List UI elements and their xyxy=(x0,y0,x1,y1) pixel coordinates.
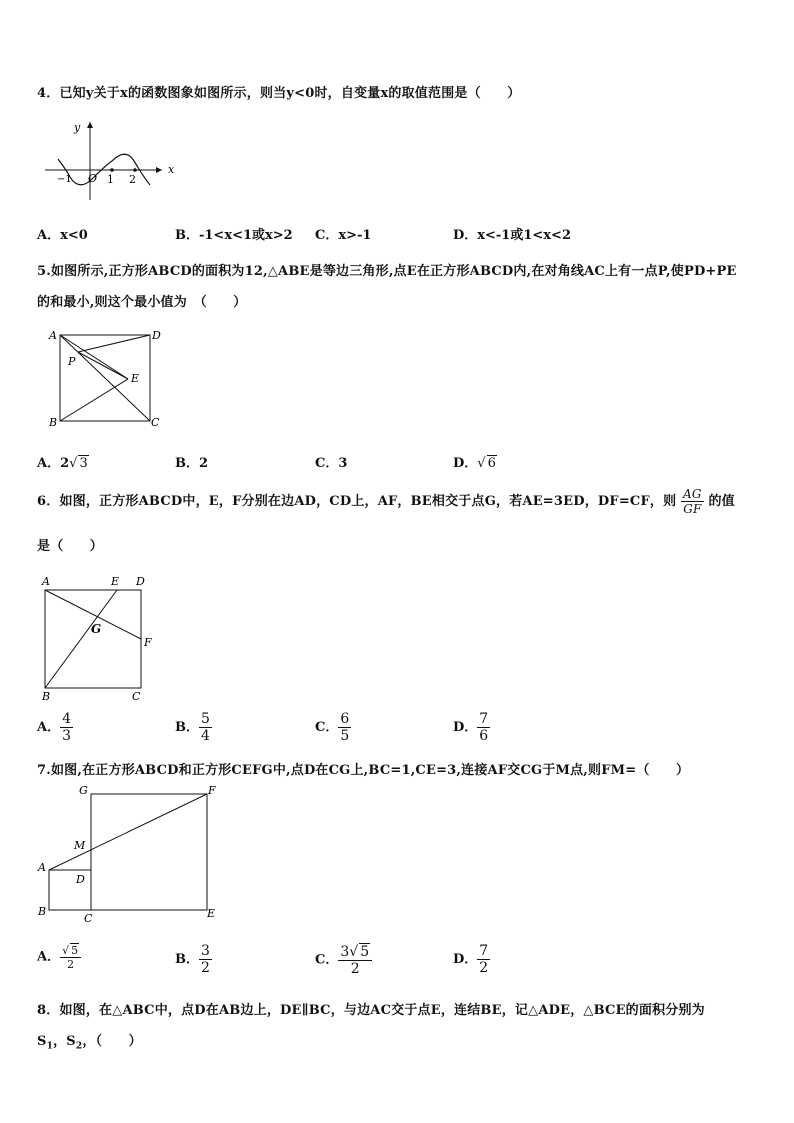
q7-label-a: A xyxy=(38,861,46,874)
q7-stem: 7.如图,在正方形ABCD和正方形CEFG中,点D在CG上,BC=1,CE=3,连接AF交CG于M点,则FM=（ ） xyxy=(37,763,690,778)
q6-label-e: E xyxy=(111,575,120,588)
q7-label-m: M xyxy=(74,839,86,852)
q7-squares-figure xyxy=(35,780,225,925)
q7-label-d: D xyxy=(76,873,85,886)
q7-label-g: G xyxy=(79,784,88,797)
graph-tick-2: 2 xyxy=(129,173,136,186)
graph-tick-neg1: −1 xyxy=(57,174,72,185)
q8-stem-line2: $S_1$，$S_2$，（ ） xyxy=(37,1034,142,1052)
q4-option-b[interactable]: B．-1<x<1或x>2 xyxy=(175,228,293,243)
q5-stem-line1: 5.如图所示,正方形ABCD的面积为12,△ABE是等边三角形,点E在正方形ABCD内,在对角线AC上有一点P,使PD+PE xyxy=(37,264,737,279)
q7-label-e: E xyxy=(207,907,216,920)
q7-option-d[interactable]: D． $\frac{7}{2}$ xyxy=(453,943,489,976)
graph-tick-1: 1 xyxy=(107,173,114,186)
q4-stem: 4．已知y关于x的函数图象如图所示，则当y<0时，自变量x的取值范围是（ ） xyxy=(37,86,521,101)
q6-label-c: C xyxy=(132,690,141,703)
q7-option-c[interactable]: C． $\frac{3√ 5}{2}$ xyxy=(315,943,372,977)
q6-label-d: D xyxy=(136,575,145,588)
q6-label-b: B xyxy=(42,690,51,703)
q7-option-b[interactable]: B． $\frac{3}{2}$ xyxy=(175,943,210,976)
q7-label-f: F xyxy=(208,784,216,797)
q5-option-d[interactable]: D．√ 6 xyxy=(453,456,496,471)
q4-function-graph xyxy=(40,115,190,205)
q6-label-a: A xyxy=(42,575,50,588)
q6-option-a[interactable]: A． $\frac{4}{3}$ xyxy=(37,711,72,744)
q4-option-d[interactable]: D．x<-1或1<x<2 xyxy=(453,228,571,243)
q6-option-b[interactable]: B． $\frac{5}{4}$ xyxy=(175,711,210,744)
q6-stem-line2: 是（ ） xyxy=(37,539,104,554)
q6-stem-line1: 6．如图，正方形ABCD中，E，F分别在边AD，CD上，AF，BE相交于点G，若AE=3ED，DF=CF，则 $\frac{AG}{GF}$ 的值 xyxy=(37,487,735,516)
q5-option-a[interactable]: A．2√ 3 xyxy=(37,456,88,471)
q5-label-a: A xyxy=(49,329,57,342)
q6-ratio-fraction: $\frac{AG}{GF}$ xyxy=(683,487,702,516)
q5-square-figure xyxy=(40,325,170,435)
q5-option-c[interactable]: C．3 xyxy=(315,456,348,471)
q6-label-f: F xyxy=(144,636,152,649)
q7-option-a[interactable]: A． $\frac{√ 5}{2}$ xyxy=(37,943,81,971)
q7-label-c: C xyxy=(84,912,93,925)
graph-x-label: x xyxy=(168,163,175,176)
q5-stem-line2: 的和最小,则这个最小值为 （ ） xyxy=(37,295,247,310)
graph-origin-label: O xyxy=(88,172,98,185)
q4-option-a[interactable]: A．x<0 xyxy=(37,228,88,243)
q5-label-e: E xyxy=(131,372,140,385)
q6-square-figure xyxy=(35,570,165,705)
q4-option-c[interactable]: C．x>-1 xyxy=(315,228,372,243)
q5-label-c: C xyxy=(151,416,160,429)
q5-label-d: D xyxy=(152,329,161,342)
q5-option-b[interactable]: B．2 xyxy=(175,456,209,471)
q8-stem-line1: 8．如图，在△ABC中，点D在AB边上，DE∥BC，与边AC交于点E，连结BE，记△ADE，△BCE的面积分别为 xyxy=(37,1003,705,1018)
q6-option-d[interactable]: D． $\frac{7}{6}$ xyxy=(453,711,489,744)
q5-label-b: B xyxy=(49,416,58,429)
q7-label-b: B xyxy=(38,905,47,918)
q6-label-g: G xyxy=(91,622,102,636)
q5-label-p: P xyxy=(68,355,76,368)
q6-option-c[interactable]: C． $\frac{6}{5}$ xyxy=(315,711,350,744)
graph-y-label: y xyxy=(74,121,81,134)
